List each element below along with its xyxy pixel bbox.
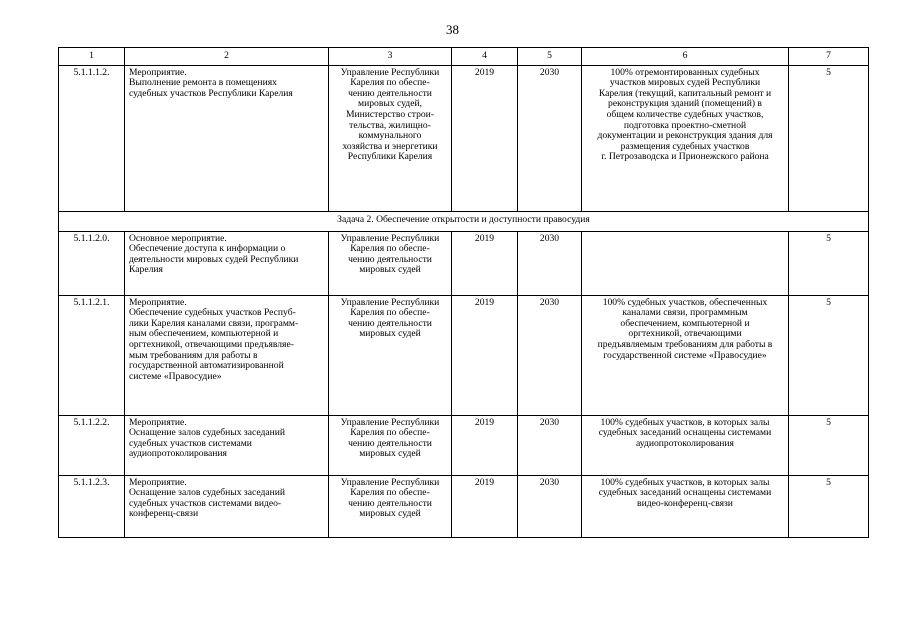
- item-result-line: каналами связи, программным: [622, 307, 748, 319]
- table-row: [59, 475, 869, 537]
- item-executor-line: чению деятельности: [348, 253, 432, 265]
- item-executor-line: Управление Республики: [340, 232, 440, 244]
- item-result: [582, 65, 789, 211]
- item-start-year: 2019: [452, 295, 518, 415]
- table-row: [59, 65, 869, 211]
- item-result-line: 100% судебных участков, в которых залы: [600, 416, 770, 428]
- item-start-year: 2019: [452, 475, 518, 537]
- item-result-line: оргтехникой, отвечающими: [628, 328, 742, 340]
- header-cell: 5: [518, 48, 582, 66]
- item-result-line: 100% судебных участков, в которых залы: [600, 476, 770, 488]
- item-executor-line: чению деятельности: [348, 317, 432, 329]
- item-name-line: Оснащение залов судебных заседаний: [129, 487, 286, 499]
- item-name-line: Выполнение ремонта в помещениях: [129, 77, 277, 89]
- item-start-year: 2019: [452, 231, 518, 295]
- item-link: 5: [789, 231, 869, 295]
- item-result: [582, 231, 789, 295]
- item-result-line: подготовка проектно-сметной: [623, 119, 747, 131]
- item-code: 5.1.1.1.2.: [59, 65, 125, 211]
- item-result-line: размещения судебных участков: [620, 140, 750, 152]
- item-result-line: государственной системе «Правосудие»: [603, 349, 767, 361]
- page-number: 38: [446, 22, 459, 37]
- item-result-line: Карелия (текущий, капитальный ремонт и: [598, 87, 772, 99]
- item-executor-line: Республики Карелия: [347, 151, 433, 163]
- item-executor-line: Карелия по обеспе-: [350, 77, 430, 89]
- item-result-line: документации и реконструкция здания для: [597, 130, 773, 142]
- item-end-year: 2030: [518, 415, 582, 475]
- task-row: [59, 211, 869, 231]
- item-result-line: 100% отремонтированных судебных: [610, 66, 760, 78]
- task-title: Задача 2. Обеспечение открытости и доступности правосудия: [59, 211, 869, 231]
- item-name-line: ным обеспечением, компьютерной и: [129, 328, 279, 340]
- item-name: [125, 415, 329, 475]
- item-executor-line: Управление Республики: [340, 416, 440, 428]
- item-name: [125, 475, 329, 537]
- item-executor-line: Карелия по обеспе-: [350, 243, 430, 255]
- item-link: 5: [789, 65, 869, 211]
- item-start-year: 2019: [452, 415, 518, 475]
- item-executor: [329, 415, 452, 475]
- table-row: [59, 231, 869, 295]
- item-executor: [329, 231, 452, 295]
- item-result-line: 100% судебных участков, обеспеченных: [602, 296, 768, 308]
- item-name-line: судебных участков системами видео-: [129, 497, 282, 509]
- item-name-line: Мероприятие.: [129, 416, 187, 428]
- item-executor: [329, 65, 452, 211]
- item-code: 5.1.1.2.2.: [59, 415, 125, 475]
- item-executor-line: мировых судей: [359, 508, 421, 520]
- item-executor-line: Карелия по обеспе-: [350, 487, 430, 499]
- item-result-line: судебных заседаний оснащены системами: [598, 427, 772, 439]
- item-executor-line: Управление Республики: [340, 296, 440, 308]
- header-cell: 2: [125, 48, 329, 66]
- item-name-line: государственной автоматизированной: [129, 360, 284, 372]
- item-name-line: лики Карелия каналами связи, программ-: [129, 317, 299, 329]
- item-executor-line: Карелия по обеспе-: [350, 307, 430, 319]
- item-executor-line: чению деятельности: [348, 497, 432, 509]
- item-name-line: Обеспечение доступа к информации о: [129, 243, 286, 255]
- item-executor-line: тельства, жилищно-: [349, 119, 431, 131]
- table-row: [59, 295, 869, 415]
- header-cell: 7: [789, 48, 869, 66]
- item-result-line: участков мировых судей Республики: [609, 77, 761, 89]
- item-executor-line: Министерство строи-: [345, 108, 435, 120]
- item-name: [125, 231, 329, 295]
- item-executor-line: хозяйства и энергетики: [342, 140, 438, 152]
- item-name-line: аудиопротоколирования: [129, 448, 227, 460]
- item-executor-line: Карелия по обеспе-: [350, 427, 430, 439]
- item-link: 5: [789, 415, 869, 475]
- item-end-year: 2030: [518, 295, 582, 415]
- item-executor-line: мировых судей,: [358, 98, 422, 110]
- item-name-line: Мероприятие.: [129, 66, 187, 78]
- item-start-year: 2019: [452, 65, 518, 211]
- item-name-line: Мероприятие.: [129, 476, 187, 488]
- item-code: 5.1.1.2.0.: [59, 231, 125, 295]
- item-link: 5: [789, 295, 869, 415]
- item-name-line: Карелия: [129, 264, 163, 276]
- item-result: [582, 415, 789, 475]
- item-result-line: судебных заседаний оснащены системами: [598, 487, 772, 499]
- item-name-line: деятельности мировых судей Республики: [129, 253, 299, 265]
- item-name-line: судебных участков Республики Карелия: [129, 87, 293, 99]
- item-name-line: конференц-связи: [129, 508, 199, 520]
- item-executor-line: коммунального: [358, 130, 422, 142]
- item-executor-line: чению деятельности: [348, 87, 432, 99]
- item-executor-line: чению деятельности: [348, 437, 432, 449]
- table-row: [59, 415, 869, 475]
- item-result: [582, 295, 789, 415]
- item-code: 5.1.1.2.3.: [59, 475, 125, 537]
- header-row: [59, 48, 869, 66]
- item-end-year: 2030: [518, 65, 582, 211]
- item-result-line: обеспечением, компьютерной и: [620, 317, 750, 329]
- item-executor-line: Управление Республики: [340, 66, 440, 78]
- item-name-line: Оснащение залов судебных заседаний: [129, 427, 286, 439]
- item-result: [582, 475, 789, 537]
- item-name: [125, 295, 329, 415]
- item-result-line: реконструкция зданий (помещений) в: [608, 98, 762, 110]
- item-name-line: Основное мероприятие.: [129, 232, 227, 244]
- item-name: [125, 65, 329, 211]
- item-executor: [329, 295, 452, 415]
- header-cell: 4: [452, 48, 518, 66]
- header-cell: 1: [59, 48, 125, 66]
- header-cell: 3: [329, 48, 452, 66]
- program-table: [58, 47, 869, 538]
- header-cell: 6: [582, 48, 789, 66]
- item-end-year: 2030: [518, 475, 582, 537]
- item-result-line: предъявляемым требованиям для работы в: [597, 338, 773, 350]
- item-name-line: мым требованиям для работы в: [129, 349, 258, 361]
- item-executor-line: мировых судей: [359, 448, 421, 460]
- item-executor-line: мировых судей: [359, 328, 421, 340]
- item-result-line: видео-конференц-связи: [637, 497, 733, 509]
- item-executor-line: мировых судей: [359, 264, 421, 276]
- item-result-line: общем количестве судебных участков,: [606, 108, 764, 120]
- item-name-line: Мероприятие.: [129, 296, 187, 308]
- item-executor-line: Управление Республики: [340, 476, 440, 488]
- item-end-year: 2030: [518, 231, 582, 295]
- item-name-line: системе «Правосудие»: [129, 370, 222, 382]
- item-executor: [329, 475, 452, 537]
- item-result-line: г. Петрозаводска и Прионежского района: [601, 151, 769, 163]
- item-name-line: Обеспечение судебных участков Респуб-: [129, 307, 296, 319]
- item-name-line: судебных участков системами: [129, 437, 252, 449]
- item-link: 5: [789, 475, 869, 537]
- item-result-line: аудиопротоколирования: [636, 437, 734, 449]
- item-name-line: оргтехникой, отвечающими предъявляе-: [129, 338, 294, 350]
- item-code: 5.1.1.2.1.: [59, 295, 125, 415]
